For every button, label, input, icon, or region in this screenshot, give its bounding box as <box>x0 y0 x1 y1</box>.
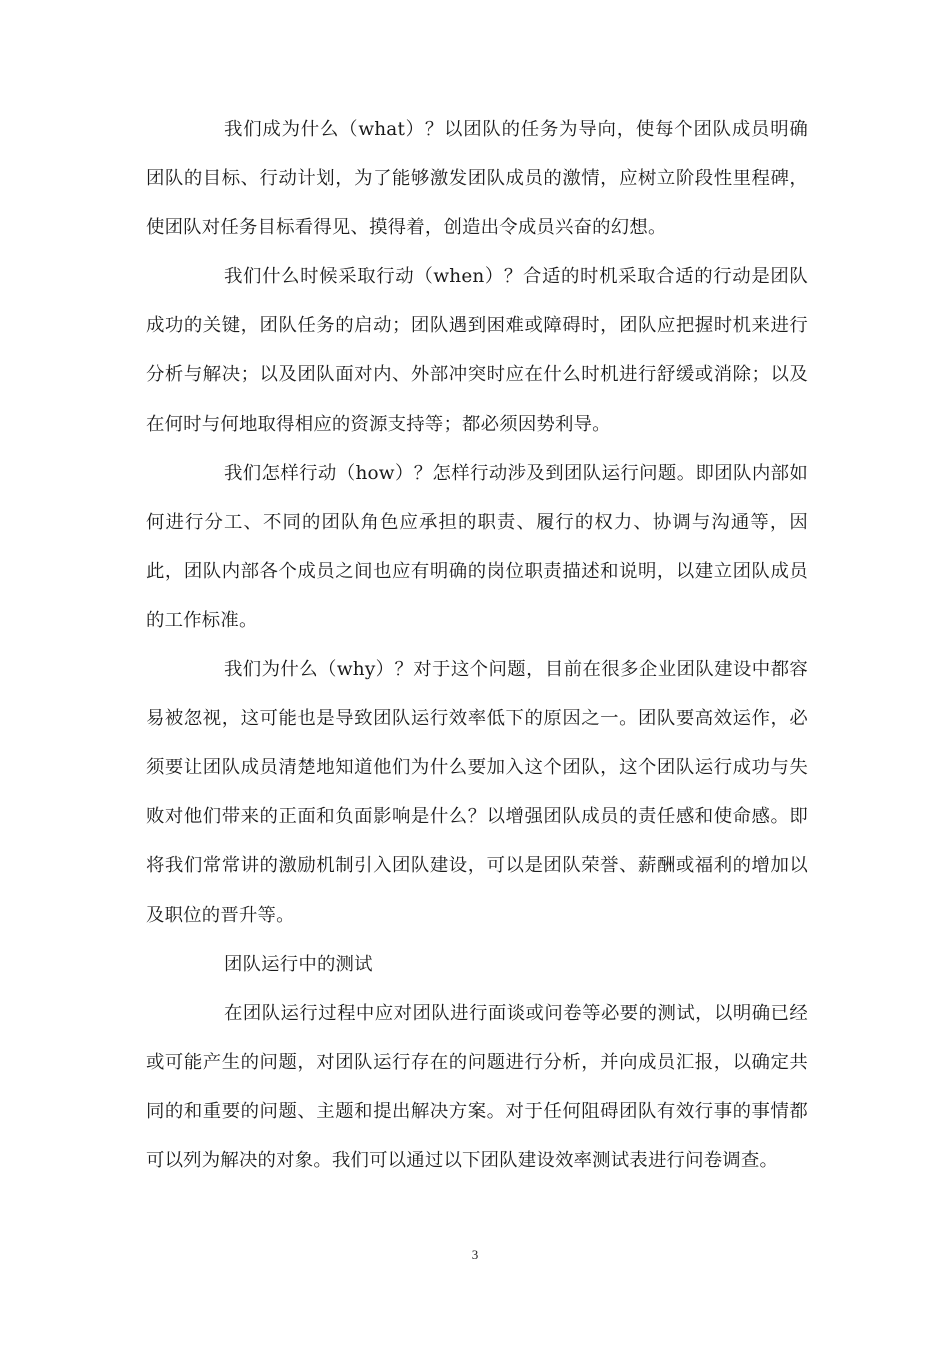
page-body <box>146 105 808 1185</box>
paragraph-how: 我们怎样行动（how）？怎样行动涉及到团队运行问题。即团队内部如何进行分工、不同的团队角色应承担的职责、履行的权力、协调与沟通等，因此，团队内部各个成员之间也应有明确的岗位职责描述和说明，以建立团队成员的工作标准。 <box>146 462 808 631</box>
paragraph-when: 我们什么时候采取行动（when）？合适的时机采取合适的行动是团队成功的关键，团队任务的启动；团队遇到困难或障碍时，团队应把握时机来进行分析与解决；以及团队面对内、外部冲突时应在什么时机进行舒缓或消除；以及在何时与何地取得相应的资源支持等；都必须因势利导。 <box>146 266 808 435</box>
paragraph-why: 我们为什么（why）？对于这个问题，目前在很多企业团队建设中都容易被忽视，这可能也是导致团队运行效率低下的原因之一。团队要高效运作，必须要让团队成员清楚地知道他们为什么要加入这个团队，这个团队运行成功与失败对他们带来的正面和负面影响是什么？以增强团队成员的责任感和使命感。即将我们常常讲的激励机制引入团队建设，可以是团队荣誉、薪酬或福利的增加以及职位的晋升等。 <box>146 659 808 926</box>
section-heading: 团队运行中的测试 <box>224 953 373 975</box>
paragraph-what: 我们成为什么（what）？以团队的任务为导向，使每个团队成员明确团队的目标、行动计划，为了能够激发团队成员的激情，应树立阶段性里程碑，使团队对任务目标看得见、摸得着，创造出令成员兴奋的幻想。 <box>146 119 808 239</box>
page-number: 3 <box>471 1247 479 1262</box>
section-paragraph: 在团队运行过程中应对团队进行面谈或问卷等必要的测试，以明确已经或可能产生的问题，对团队运行存在的问题进行分析，并向成员汇报，以确定共同的和重要的问题、主题和提出解决方案。对于任何阻碍团队有效行事的事情都可以列为解决的对象。我们可以通过以下团队建设效率测试表进行问卷调查。 <box>146 1002 808 1171</box>
